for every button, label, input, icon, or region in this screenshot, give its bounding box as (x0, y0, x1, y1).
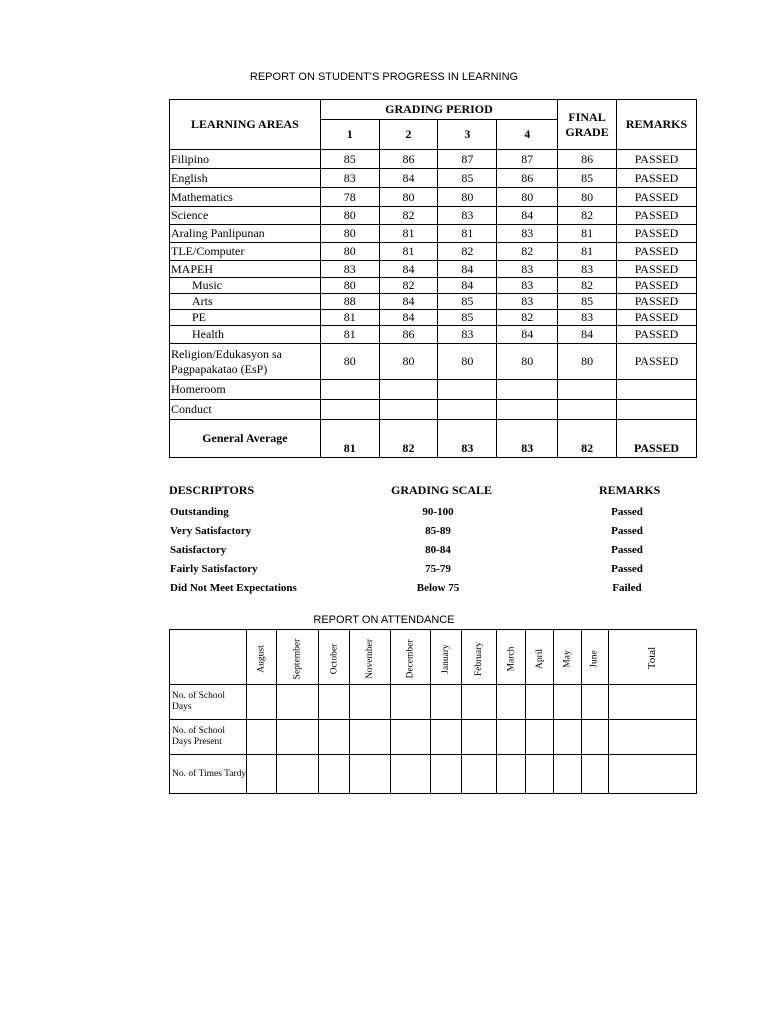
grade-cell-remarks: PASSED (617, 243, 697, 261)
grade-cell-q2 (379, 400, 438, 420)
grade-cell-final: 81 (558, 243, 617, 261)
attendance-cell (497, 685, 526, 720)
grade-cell-q2: 84 (379, 310, 438, 326)
learning-area-name: Mathematics (170, 188, 321, 207)
learning-area-name: Arts (170, 294, 321, 310)
final-grade-header: FINAL GRADE (558, 100, 617, 150)
grade-cell-q4: 80 (497, 344, 558, 380)
attendance-cell (391, 720, 431, 755)
grade-cell-q2: 86 (379, 150, 438, 169)
total-header (608, 630, 696, 685)
grade-cell-q1: 85 (320, 150, 379, 169)
grade-row (170, 243, 697, 261)
grading-scale-text: 85-89 (425, 525, 451, 537)
learning-area-name: MAPEH (170, 261, 321, 278)
grades-report-title: REPORT ON STUDENT'S PROGRESS IN LEARNING (249, 71, 519, 83)
attendance-cell (526, 685, 554, 720)
grade-cell-q4: 84 (497, 207, 558, 225)
attendance-cell (461, 720, 496, 755)
month-label: February (474, 641, 485, 676)
grade-cell-q4: 80 (497, 188, 558, 207)
attendance-cell (554, 685, 581, 720)
grade-cell-q4: 83 (497, 278, 558, 294)
grade-cell-q3: 87 (438, 150, 497, 169)
period-4-header: 4 (497, 120, 558, 150)
general-average-q2: 82 (379, 420, 438, 458)
grade-cell-q3: 84 (438, 261, 497, 278)
descriptor-text: Satisfactory (170, 544, 227, 556)
grade-cell-final: 82 (558, 207, 617, 225)
attendance-cell (497, 755, 526, 794)
attendance-cell (431, 685, 462, 720)
grade-cell-q2: 82 (379, 278, 438, 294)
grade-cell-q3: 82 (438, 243, 497, 261)
grade-cell-q1: 80 (320, 344, 379, 380)
grade-cell-remarks (617, 400, 697, 420)
attendance-row-label: No. of School Days Present (170, 720, 247, 755)
descriptors-header: DESCRIPTORS (169, 483, 255, 497)
descriptor-remark-text: Failed (612, 582, 642, 594)
grading-scale-list (393, 503, 483, 598)
attendance-cell (391, 755, 431, 794)
grade-cell-q2: 81 (379, 225, 438, 243)
attendance-cell (554, 720, 581, 755)
descriptor-list (170, 503, 297, 598)
attendance-cell (318, 720, 350, 755)
total-label: Total (646, 646, 659, 669)
grade-cell-q2: 80 (379, 188, 438, 207)
grade-cell-remarks: PASSED (617, 261, 697, 278)
grade-cell-remarks: PASSED (617, 207, 697, 225)
learning-areas-header: LEARNING AREAS (170, 100, 321, 150)
attendance-cell (276, 755, 318, 794)
grade-cell-q4: 86 (497, 169, 558, 188)
attendance-row-label: No. of School Days (170, 685, 247, 720)
month-label: April (534, 648, 545, 669)
attendance-cell (391, 685, 431, 720)
grading-scale-text: 80-84 (425, 544, 451, 556)
grade-row (170, 380, 697, 400)
grade-cell-q2: 84 (379, 169, 438, 188)
grade-cell-q3: 85 (438, 169, 497, 188)
grade-cell-remarks: PASSED (617, 169, 697, 188)
grade-row (170, 188, 697, 207)
grade-cell-remarks: PASSED (617, 294, 697, 310)
attendance-cell (581, 720, 608, 755)
month-label: October (328, 643, 339, 674)
attendance-cell (581, 755, 608, 794)
period-3-header: 3 (438, 120, 497, 150)
attendance-cell (318, 685, 350, 720)
month-label: June (589, 649, 600, 668)
month-label: November (365, 638, 376, 679)
period-2-header: 2 (379, 120, 438, 150)
grading-scale-header: GRADING SCALE (391, 483, 493, 497)
grade-cell-final: 84 (558, 326, 617, 344)
month-header (581, 630, 608, 685)
grade-row (170, 225, 697, 243)
grade-cell-q2: 80 (379, 344, 438, 380)
descriptor-remark-text: Passed (611, 525, 643, 537)
learning-area-name: Science (170, 207, 321, 225)
attendance-cell (497, 720, 526, 755)
grade-cell-q1: 80 (320, 243, 379, 261)
attendance-corner-cell (170, 630, 247, 685)
grade-cell-q1: 80 (320, 278, 379, 294)
learning-area-name: English (170, 169, 321, 188)
grade-cell-q3: 80 (438, 344, 497, 380)
month-label: January (441, 643, 452, 674)
grade-cell-q3: 84 (438, 278, 497, 294)
month-header (431, 630, 462, 685)
general-average-q3: 83 (438, 420, 497, 458)
general-average-final: 82 (558, 420, 617, 458)
grade-cell-q2: 84 (379, 261, 438, 278)
grade-cell-remarks: PASSED (617, 278, 697, 294)
attendance-cell (247, 755, 277, 794)
descriptor-remarks-list (596, 503, 658, 598)
attendance-row (170, 685, 697, 720)
grade-cell-q3 (438, 380, 497, 400)
attendance-cell (247, 685, 277, 720)
grade-cell-q4 (497, 400, 558, 420)
grade-cell-remarks: PASSED (617, 188, 697, 207)
grade-cell-q4: 82 (497, 310, 558, 326)
grade-cell-final (558, 400, 617, 420)
grade-cell-q3: 83 (438, 207, 497, 225)
grade-row (170, 169, 697, 188)
attendance-cell (461, 685, 496, 720)
attendance-row (170, 755, 697, 794)
month-header (497, 630, 526, 685)
descriptor-remarks-header: REMARKS (599, 483, 661, 497)
month-header (554, 630, 581, 685)
attendance-row-label: No. of Times Tardy (170, 755, 247, 794)
grade-row (170, 310, 697, 326)
attendance-cell (608, 685, 696, 720)
grade-cell-final: 80 (558, 188, 617, 207)
grade-cell-final: 85 (558, 294, 617, 310)
grade-cell-final: 86 (558, 150, 617, 169)
grade-cell-remarks (617, 380, 697, 400)
attendance-cell (431, 720, 462, 755)
month-header (247, 630, 277, 685)
grade-cell-q2: 86 (379, 326, 438, 344)
descriptor-remark-text: Passed (611, 563, 643, 575)
grade-cell-q3 (438, 400, 497, 420)
general-average-q4: 83 (497, 420, 558, 458)
grade-cell-q1: 80 (320, 225, 379, 243)
learning-area-name: Araling Panlipunan (170, 225, 321, 243)
grade-cell-final: 83 (558, 310, 617, 326)
grade-row (170, 294, 697, 310)
grade-cell-q1: 88 (320, 294, 379, 310)
attendance-cell (276, 685, 318, 720)
general-average-row (170, 420, 697, 458)
general-average-remarks: PASSED (617, 420, 697, 458)
grading-scale-text: 75-79 (425, 563, 451, 575)
grade-rows (170, 150, 697, 420)
grade-cell-q3: 80 (438, 188, 497, 207)
grade-cell-q1: 81 (320, 326, 379, 344)
learning-area-name: PE (170, 310, 321, 326)
attendance-cell (608, 755, 696, 794)
grades-table (169, 99, 697, 458)
grade-cell-q4: 84 (497, 326, 558, 344)
attendance-cell (526, 720, 554, 755)
grade-row (170, 344, 697, 380)
general-average-label: General Average (170, 420, 321, 458)
learning-area-name: Homeroom (170, 380, 321, 400)
attendance-row (170, 720, 697, 755)
grade-cell-q1: 83 (320, 169, 379, 188)
grade-cell-q4 (497, 380, 558, 400)
grade-cell-final: 82 (558, 278, 617, 294)
grade-cell-remarks: PASSED (617, 326, 697, 344)
grade-row (170, 150, 697, 169)
attendance-cell (318, 755, 350, 794)
grade-cell-final: 83 (558, 261, 617, 278)
learning-area-name: Health (170, 326, 321, 344)
descriptor-remark-text: Passed (611, 544, 643, 556)
attendance-cell (461, 755, 496, 794)
grade-cell-final: 80 (558, 344, 617, 380)
descriptors-section (169, 483, 697, 593)
grade-cell-final: 85 (558, 169, 617, 188)
grade-row (170, 207, 697, 225)
month-header (391, 630, 431, 685)
grade-cell-q4: 83 (497, 225, 558, 243)
grading-scale-text: 90-100 (422, 506, 454, 518)
month-label: May (562, 649, 573, 668)
grade-cell-q2 (379, 380, 438, 400)
month-header (526, 630, 554, 685)
attendance-cell (554, 755, 581, 794)
grade-cell-q1: 81 (320, 310, 379, 326)
grade-cell-q1: 78 (320, 188, 379, 207)
grade-cell-q1: 80 (320, 207, 379, 225)
grade-cell-q2: 81 (379, 243, 438, 261)
grade-row (170, 400, 697, 420)
month-label: December (405, 638, 416, 679)
month-label: March (506, 646, 517, 671)
attendance-cell (526, 755, 554, 794)
grade-cell-q3: 85 (438, 294, 497, 310)
grade-cell-q4: 87 (497, 150, 558, 169)
grade-cell-q1 (320, 400, 379, 420)
grade-cell-q1 (320, 380, 379, 400)
attendance-cell (350, 720, 391, 755)
grade-row (170, 278, 697, 294)
grading-scale-text: Below 75 (416, 582, 460, 594)
grade-cell-q4: 83 (497, 294, 558, 310)
attendance-cell (581, 685, 608, 720)
grade-cell-remarks: PASSED (617, 344, 697, 380)
descriptor-remark-text: Passed (611, 506, 643, 518)
month-header (276, 630, 318, 685)
grade-cell-remarks: PASSED (617, 310, 697, 326)
month-header (350, 630, 391, 685)
attendance-cell (608, 720, 696, 755)
learning-area-name: Music (170, 278, 321, 294)
grade-cell-q4: 82 (497, 243, 558, 261)
grade-cell-q4: 83 (497, 261, 558, 278)
learning-area-name: Religion/Edukasyon sa Pagpapakatao (EsP) (170, 344, 321, 380)
grading-period-header: GRADING PERIOD (320, 100, 557, 120)
grade-cell-q1: 83 (320, 261, 379, 278)
grade-cell-final (558, 380, 617, 400)
descriptor-text: Did Not Meet Expectations (170, 582, 297, 594)
grade-row (170, 326, 697, 344)
attendance-cell (247, 720, 277, 755)
attendance-title: REPORT ON ATTENDANCE (313, 614, 455, 626)
attendance-table (169, 629, 697, 794)
month-label: August (256, 644, 267, 673)
descriptor-text: Very Satisfactory (170, 525, 252, 537)
grade-cell-q3: 81 (438, 225, 497, 243)
period-1-header: 1 (320, 120, 379, 150)
general-average-q1: 81 (320, 420, 379, 458)
attendance-cell (431, 755, 462, 794)
month-header (318, 630, 350, 685)
month-label: September (292, 638, 303, 679)
grade-cell-final: 81 (558, 225, 617, 243)
attendance-cell (350, 755, 391, 794)
descriptor-text: Outstanding (170, 506, 229, 518)
remarks-header: REMARKS (617, 100, 697, 150)
descriptor-text: Fairly Satisfactory (170, 563, 258, 575)
attendance-month-row (170, 630, 697, 685)
learning-area-name: Conduct (170, 400, 321, 420)
learning-area-name: Filipino (170, 150, 321, 169)
month-header (461, 630, 496, 685)
grade-cell-remarks: PASSED (617, 150, 697, 169)
grade-cell-q3: 85 (438, 310, 497, 326)
grade-cell-remarks: PASSED (617, 225, 697, 243)
grade-cell-q2: 84 (379, 294, 438, 310)
grade-cell-q3: 83 (438, 326, 497, 344)
grade-row (170, 261, 697, 278)
attendance-cell (350, 685, 391, 720)
attendance-cell (276, 720, 318, 755)
learning-area-name: TLE/Computer (170, 243, 321, 261)
attendance-rows (170, 685, 697, 794)
grade-cell-q2: 82 (379, 207, 438, 225)
